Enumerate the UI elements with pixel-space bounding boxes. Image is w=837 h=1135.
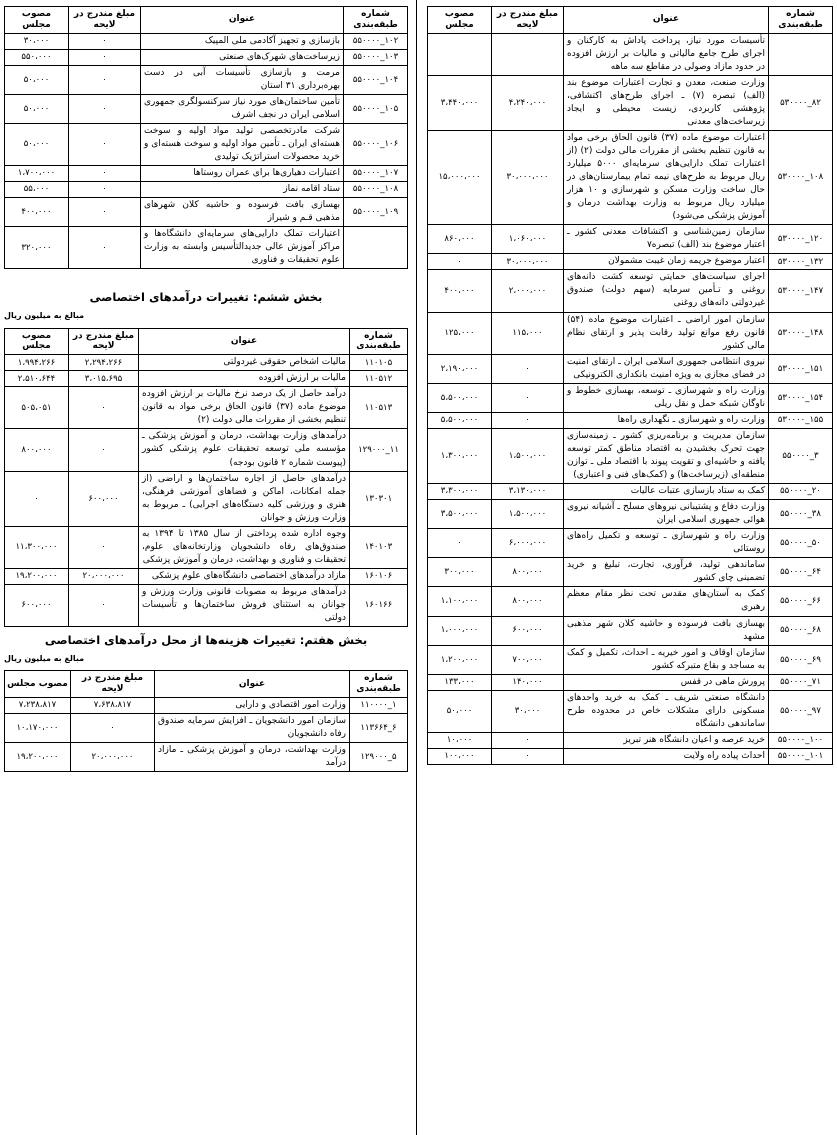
approved-cell: ۱۲۵،۰۰۰: [428, 312, 492, 354]
code-cell: ۵۵۰۰۰۰_۱۰۴: [344, 65, 408, 94]
table-row: [5, 123, 408, 165]
header-title: عنوان: [139, 328, 350, 355]
code-cell: ۱۳۰۳۰۱: [350, 471, 408, 526]
code-cell: ۱۶۰۱۰۶: [350, 568, 408, 584]
header-title: عنوان: [564, 7, 769, 34]
code-cell: ۵۳۰۰۰۰_۱۵۵: [769, 412, 833, 428]
table-row: [5, 584, 408, 626]
code-cell: ۱۲۹۰۰۰_۵: [350, 743, 408, 772]
bill-amount-cell: ۰: [71, 714, 155, 743]
table-row: [5, 33, 408, 49]
left-budget-table: [4, 6, 408, 269]
approved-cell: ۵۰،۰۰۰: [428, 690, 492, 732]
code-cell: ۱۶۰۱۶۶: [350, 584, 408, 626]
approved-cell: ۳،۳۰۰،۰۰۰: [428, 484, 492, 500]
bill-amount-cell: ۰: [69, 49, 141, 65]
table-row: [428, 674, 833, 690]
table-row: [428, 616, 833, 645]
title-cell: اعتبارات تملک دارایی‌های سرمایه‌ای دانشگاه‌ها و مراکز آموزش عالی جدیدالتأسیس وابسته به وزارت علوم تحقیقات و فناوری: [141, 227, 344, 269]
title-cell: سازمان زمین‌شناسی و اکتشافات معدنی کشور ـ اعتبار موضوع بند (الف) تبصره۷: [564, 225, 769, 254]
code-cell: ۵۳۰۰۰۰_۱۲۰: [769, 225, 833, 254]
code-cell: ۵۵۰۰۰۰_۱۰۳: [344, 49, 408, 65]
code-cell: ۵۵۰۰۰۰_۲۰: [769, 484, 833, 500]
section-7-unit: مبالغ به میلیون ریال: [4, 653, 85, 663]
table-row: [5, 65, 408, 94]
table-row: [428, 312, 833, 354]
title-cell: بهسازی بافت فرسوده و حاشیه کلان شهرهای مذهبی قـم و شیراز: [141, 198, 344, 227]
table-row: [428, 732, 833, 748]
table-row: [5, 714, 408, 743]
title-cell: دانشگاه صنعتی شریف ـ کمک به خرید واحدهای مسکونی دارای مشکلات خاص در محدوده طرح ساماندهی دانشگاه: [564, 690, 769, 732]
approved-cell: ۵۵۰،۰۰۰: [5, 49, 69, 65]
code-cell: ۵۵۰۰۰۰_۱۰۰: [769, 732, 833, 748]
approved-cell: ۰: [428, 254, 492, 270]
code-cell: ۵۵۰۰۰۰_۶۸: [769, 616, 833, 645]
code-cell: ۱۴۰۱۰۳: [350, 526, 408, 568]
code-cell: ۵۵۰۰۰۰_۱۰۹: [344, 198, 408, 227]
approved-cell: ۱،۲۰۰،۰۰۰: [428, 645, 492, 674]
table-row: [5, 697, 408, 713]
bill-amount-cell: ۲۰،۰۰۰،۰۰۰: [69, 568, 139, 584]
code-cell: ۵۵۰۰۰۰_۱۰۲: [344, 33, 408, 49]
approved-cell: ۵،۵۰۰،۰۰۰: [428, 412, 492, 428]
left-table-body: [5, 33, 408, 269]
code-cell: ۵۵۰۰۰۰_۳: [769, 428, 833, 483]
bill-amount-cell: ۳،۱۳۰،۰۰۰: [492, 484, 564, 500]
code-cell: ۵۳۰۰۰۰_۱۴۸: [769, 312, 833, 354]
title-cell: درآمدهای حاصل از اجاره ساختمان‌ها و اراضی (از جمله امکانات، اماکن و فضاهای آموزشی فرهنگی، هنری و ورزشی کلیه دستگاه‌های اجرایی) ـ مربوط به وزارت ورزش و جوانان: [139, 471, 350, 526]
title-cell: ساماندهی تولید، فرآوری، تجارت، تبلیغ و خرید تضمینی چای کشور: [564, 558, 769, 587]
title-cell: درآمدهای مربوط به مصوبات قانونی وزارت ورزش و جوانان به استثنای فروش ساختمان‌ها و تأسیسات دولتی: [139, 584, 350, 626]
section-6-body: [5, 355, 408, 627]
code-cell: ۵۳۰۰۰۰_۱۴۷: [769, 270, 833, 312]
approved-cell: ۳،۵۰۰،۰۰۰: [428, 500, 492, 529]
title-cell: سازمان مدیریت و برنامه‌ریزی کشور ـ زمینه‌سازی جهت تحرک بخشیدن به اقتصاد مناطق کمتر توسعه یافته و حاشیه‌ای و تقویت پیوند با اقتصاد ملی ـ توازن منطقه‌ای (زیرساخت‌ها) و (کمک‌های فنی و اعتباری): [564, 428, 769, 483]
table-header-row: [5, 671, 408, 698]
table-row: [5, 355, 408, 371]
table-row: [428, 748, 833, 764]
approved-cell: ۱۰۰،۰۰۰: [428, 748, 492, 764]
table-row: [428, 383, 833, 412]
bill-amount-cell: ۷،۶۳۸،۸۱۷: [71, 697, 155, 713]
code-cell: ۵۵۰۰۰۰_۶۹: [769, 645, 833, 674]
approved-cell: ۵۰،۰۰۰: [5, 65, 69, 94]
header-bill-amount: مبلغ مندرج در لایحه: [69, 328, 139, 355]
bill-amount-cell: ۰: [69, 227, 141, 269]
bill-amount-cell: ۰: [492, 732, 564, 748]
approved-cell: ۱۹،۲۰۰،۰۰۰: [5, 743, 71, 772]
bill-amount-cell: ۰: [69, 198, 141, 227]
bill-amount-cell: ۰: [69, 94, 141, 123]
table-row: [428, 270, 833, 312]
code-cell: ۵۵۰۰۰۰_۶۶: [769, 587, 833, 616]
bill-amount-cell: ۰: [69, 429, 139, 471]
title-cell: سازمان امور اراضی ـ اعتبارات موضوع ماده (۵۴) قانون رفع موانع تولید رقابت پذیر و ارتقای نظام مالی کشور: [564, 312, 769, 354]
title-cell: اجرای سیاست‌های حمایتی توسعه کشت دانه‌های روغنی و تـأمین سرمایه (سهم دولت) صندوق غیردولتی دانه‌های روغنی: [564, 270, 769, 312]
table-row: [5, 743, 408, 772]
approved-cell: ۱،۷۰۰،۰۰۰: [5, 166, 69, 182]
left-column: [4, 6, 408, 772]
bill-amount-cell: ۰: [69, 584, 139, 626]
bill-amount-cell: ۱۴۰،۰۰۰: [492, 674, 564, 690]
approved-cell: ۴۰۰،۰۰۰: [5, 198, 69, 227]
approved-cell: ۳۰،۰۰۰: [5, 33, 69, 49]
title-cell: درآمد حاصل از یک درصد نرخ مالیات بر ارزش افزوده موضوع ماده (۳۷) قانون الحاق برخی مواد به قانون تنظیم بخشی از مقررات مالی دولت (۲): [139, 387, 350, 429]
title-cell: شرکت مادرتخصصی تولید مواد اولیه و سوخت هسته‌ای ایران ـ تأمین مواد اولیه و سوخت هسته‌ای و خرید محصولات استراتژیک تولیدی: [141, 123, 344, 165]
table-row: [428, 254, 833, 270]
title-cell: وزارت راه و شهرسازی ـ نگهداری راه‌ها: [564, 412, 769, 428]
title-cell: سازمان اوقاف و امور خیریه ـ احداث، تکمیل و کمک به مساجد و بقاع متبرکه کشور: [564, 645, 769, 674]
title-cell: درآمدهای وزارت بهداشت، درمان و آموزش پزشکی ـ مؤسسه ملی توسعه تحقیقات علوم پزشکی کشور (پیوست شماره ۲ قانون بودجه): [139, 429, 350, 471]
bill-amount-cell: ۰: [492, 748, 564, 764]
bill-amount-cell: ۰: [492, 412, 564, 428]
title-cell: تأسیسات مورد نیاز، پرداخت پاداش به کارکنان و اجرای طرح جامع مالیاتی و مالیات بر ارزش افزوده در حدود مازاد وصولی در مقاطع سه ماهه: [564, 33, 769, 75]
table-row: [428, 690, 833, 732]
code-cell: ۱۱۰۰۰۰_۱: [350, 697, 408, 713]
table-row: [428, 130, 833, 224]
bill-amount-cell: ۲،۲۹۴،۲۶۶: [69, 355, 139, 371]
table-row: [5, 94, 408, 123]
title-cell: سازمان امور دانشجویان ـ افزایش سرمایه صندوق رفاه دانشجویان: [155, 714, 350, 743]
title-cell: نیروی انتظامی جمهوری اسلامی ایران ـ ارتقای امنیت در فضای مجازی به ویژه امنیت بانکداری الکترونیکی: [564, 354, 769, 383]
approved-cell: ۳۰۰،۰۰۰: [428, 558, 492, 587]
right-column: [427, 6, 833, 765]
table-row: [428, 587, 833, 616]
approved-cell: ۱۱،۳۰۰،۰۰۰: [5, 526, 69, 568]
code-cell: ۱۱۰۵۱۳: [350, 387, 408, 429]
table-row: [5, 387, 408, 429]
section-7-title: بخش هفتم: تغییرات هزینه‌ها از محل درآمدهای اختصاصی: [44, 633, 368, 648]
title-cell: وزارت صنعت، معدن و تجارت اعتبارات موضوع بند (الف) تبصره (۷) ـ اجرای طرح‌های اکتشافی، پژوهشی کاربردی، زیست محیطی و ایجاد زیرساخت‌های معدنی: [564, 75, 769, 130]
header-title: عنوان: [155, 671, 350, 698]
bill-amount-cell: ۳۰،۰۰۰،۰۰۰: [492, 254, 564, 270]
approved-cell: ۵۰۵،۰۵۱: [5, 387, 69, 429]
approved-cell: ۱،۱۰۰،۰۰۰: [428, 587, 492, 616]
table-row: [428, 412, 833, 428]
code-cell: ۵۵۰۰۰۰_۱۰۵: [344, 94, 408, 123]
code-cell: ۱۱۳۶۶۴_۶: [350, 714, 408, 743]
header-code: شماره طبقه‌بندی: [350, 328, 408, 355]
header-code: شماره طبقه‌بندی: [769, 7, 833, 34]
bill-amount-cell: ۳۰،۰۰۰،۰۰۰: [492, 130, 564, 224]
table-row: [5, 166, 408, 182]
title-cell: کمک به ستاد بازسازی عتبات عالیات: [564, 484, 769, 500]
table-header-row: [5, 328, 408, 355]
header-approved: مصوب مجلس: [5, 671, 71, 698]
bill-amount-cell: ۱،۵۰۰،۰۰۰: [492, 500, 564, 529]
table-row: [428, 645, 833, 674]
title-cell: بهسازی بافت فرسوده و حاشیه کلان شهر مذهبی مشهد: [564, 616, 769, 645]
title-cell: وجوه اداره شده پرداختی از سال ۱۳۸۵ تا ۱۳۹۴ به صندوق‌های رفاه دانشجویان وزارتخانه‌های علوم، تحقیقات و فناوری و بهداشت، درمان و آموزش پزشکی: [139, 526, 350, 568]
approved-cell: [428, 33, 492, 75]
table-row: [428, 225, 833, 254]
table-header-row: [5, 7, 408, 34]
table-row: [5, 182, 408, 198]
header-title: عنوان: [141, 7, 344, 34]
approved-cell: ۸۰۰،۰۰۰: [5, 429, 69, 471]
table-row: [5, 49, 408, 65]
bill-amount-cell: ۲۰،۰۰۰،۰۰۰: [71, 743, 155, 772]
approved-cell: ۵۰،۰۰۰: [5, 94, 69, 123]
approved-cell: ۳،۴۴۰،۰۰۰: [428, 75, 492, 130]
table-row: [428, 428, 833, 483]
title-cell: احداث پیاده راه ولایت: [564, 748, 769, 764]
title-cell: پرورش ماهی در قفس: [564, 674, 769, 690]
code-cell: ۵۵۰۰۰۰_۱۰۷: [344, 166, 408, 182]
approved-cell: ۷،۲۳۸،۸۱۷: [5, 697, 71, 713]
bill-amount-cell: ۰: [69, 182, 141, 198]
approved-cell: ۱۹،۲۰۰،۰۰۰: [5, 568, 69, 584]
bill-amount-cell: ۰: [69, 166, 141, 182]
header-code: شماره طبقه‌بندی: [350, 671, 408, 698]
bill-amount-cell: ۶،۰۰۰،۰۰۰: [492, 529, 564, 558]
title-cell: اعتبار موضوع جریمه زمان غیبت مشمولان: [564, 254, 769, 270]
bill-amount-cell: ۶۰۰،۰۰۰: [69, 471, 139, 526]
title-cell: اعتبارات دهیاری‌ها برای عمران روستاها: [141, 166, 344, 182]
bill-amount-cell: ۶۰۰،۰۰۰: [492, 616, 564, 645]
table-row: [428, 33, 833, 75]
section-6-unit: مبالغ به میلیون ریال: [4, 311, 85, 321]
code-cell: ۵۳۰۰۰۰_۱۳۲: [769, 254, 833, 270]
header-approved: مصوب مجلس: [5, 328, 69, 355]
table-row: [428, 354, 833, 383]
header-approved: مصوب مجلس: [428, 7, 492, 34]
code-cell: ۱۱۰۵۱۲: [350, 371, 408, 387]
title-cell: وزارت بهداشت، درمان و آموزش پزشکی ـ مازاد درآمد: [155, 743, 350, 772]
title-cell: وزارت امور اقتصادی و دارایی: [155, 697, 350, 713]
table-row: [5, 429, 408, 471]
approved-cell: ۱۳۳،۰۰۰: [428, 674, 492, 690]
title-cell: خرید عرصه و اعیان دانشگاه هنر تبریز: [564, 732, 769, 748]
title-cell: وزارت دفاع و پشتیبانی نیروهای مسلح ـ آشیانه نیروی هوائی جمهوری اسلامی ایران: [564, 500, 769, 529]
bill-amount-cell: ۰: [492, 383, 564, 412]
bill-amount-cell: ۰: [69, 387, 139, 429]
approved-cell: ۱۰،۱۷۰،۰۰۰: [5, 714, 71, 743]
title-cell: کمک به آستان‌های مقدس تحت نظر مقام معظم رهبری: [564, 587, 769, 616]
code-cell: ۵۵۰۰۰۰_۱۰۶: [344, 123, 408, 165]
header-bill-amount: مبلغ مندرج در لایحه: [492, 7, 564, 34]
bill-amount-cell: ۴،۲۴۰،۰۰۰: [492, 75, 564, 130]
approved-cell: ۱،۳۰۰،۰۰۰: [428, 428, 492, 483]
code-cell: [344, 227, 408, 269]
code-cell: ۵۵۰۰۰۰_۱۰۸: [344, 182, 408, 198]
table-row: [428, 75, 833, 130]
approved-cell: ۰: [428, 529, 492, 558]
code-cell: [769, 33, 833, 75]
table-row: [428, 558, 833, 587]
approved-cell: ۱،۹۹۴،۲۶۶: [5, 355, 69, 371]
approved-cell: ۵۰،۰۰۰: [5, 123, 69, 165]
approved-cell: ۱۵،۰۰۰،۰۰۰: [428, 130, 492, 224]
code-cell: ۵۳۰۰۰۰_۸۲: [769, 75, 833, 130]
code-cell: ۵۵۰۰۰۰_۵۰: [769, 529, 833, 558]
bill-amount-cell: ۰: [69, 33, 141, 49]
code-cell: ۵۵۰۰۰۰_۷۱: [769, 674, 833, 690]
table-row: [5, 227, 408, 269]
approved-cell: ۳۲۰،۰۰۰: [5, 227, 69, 269]
title-cell: مازاد درآمدهای اختصاصی دانشگاه‌های علوم پزشکی: [139, 568, 350, 584]
title-cell: ستاد اقامه نماز: [141, 182, 344, 198]
bill-amount-cell: [492, 33, 564, 75]
bill-amount-cell: ۸۰۰،۰۰۰: [492, 558, 564, 587]
bill-amount-cell: ۰: [492, 354, 564, 383]
bill-amount-cell: ۲،۰۰۰،۰۰۰: [492, 270, 564, 312]
column-separator: [416, 0, 417, 1135]
table-row: [5, 371, 408, 387]
table-row: [428, 484, 833, 500]
approved-cell: ۱،۰۰۰،۰۰۰: [428, 616, 492, 645]
right-budget-table: [427, 6, 833, 765]
code-cell: ۵۵۰۰۰۰_۱۰۱: [769, 748, 833, 764]
bill-amount-cell: ۳،۰۱۵،۶۹۵: [69, 371, 139, 387]
right-table-body: [428, 33, 833, 764]
bill-amount-cell: ۱۱۵،۰۰۰: [492, 312, 564, 354]
approved-cell: ۱۰،۰۰۰: [428, 732, 492, 748]
table-row: [5, 526, 408, 568]
code-cell: ۱۲۹۰۰۰_۱۱: [350, 429, 408, 471]
table-row: [5, 568, 408, 584]
title-cell: مرمت و بازسازی تأسیسات آبی در دست بهره‌برداری ۳۱ استان: [141, 65, 344, 94]
title-cell: تأمین ساختمان‌های مورد نیاز سرکنسولگری جمهوری اسلامی ایران در نجف اشرف: [141, 94, 344, 123]
approved-cell: ۴۰۰،۰۰۰: [428, 270, 492, 312]
bill-amount-cell: ۸۰۰،۰۰۰: [492, 587, 564, 616]
title-cell: مالیات اشخاص حقوقی غیردولتی: [139, 355, 350, 371]
bill-amount-cell: ۱،۵۰۰،۰۰۰: [492, 428, 564, 483]
header-code: شماره طبقه‌بندی: [344, 7, 408, 34]
title-cell: مالیات بر ارزش افزوده: [139, 371, 350, 387]
approved-cell: ۵،۵۰۰،۰۰۰: [428, 383, 492, 412]
table-header-row: [428, 7, 833, 34]
approved-cell: ۶۰۰،۰۰۰: [5, 584, 69, 626]
table-row: [428, 500, 833, 529]
table-row: [428, 529, 833, 558]
header-bill-amount: مبلغ مندرج در لایحه: [69, 7, 141, 34]
code-cell: ۵۳۰۰۰۰_۱۰۸: [769, 130, 833, 224]
table-row: [5, 198, 408, 227]
section-6-table: [4, 328, 408, 627]
bill-amount-cell: ۷۰۰،۰۰۰: [492, 645, 564, 674]
bill-amount-cell: ۰: [69, 526, 139, 568]
approved-cell: ۵۵،۰۰۰: [5, 182, 69, 198]
title-cell: وزارت راه و شهرسازی ـ توسعه، بهسازی خطوط و ناوگان شبکه حمل و نقل ریلی: [564, 383, 769, 412]
title-cell: اعتبارات موضوع ماده (۳۷) قانون الحاق برخی مواد به قانون تنظیم بخشی از مقررات مالی دولت (۲) (از اعتبارات تملک دارایی‌های سرمایه‌ای ۵۰۰۰ میلیارد ریال مربوط به طرح‌های نیمه تمام بیمارستان‌های در حال ساخت وزارت مسکن و شهرسازی و ۱۰ هزار میلیارد ریال مربوط به وزارت بهداشت درمان و آموزش پزشکی می‌شود): [564, 130, 769, 224]
title-cell: بازسازی و تجهیز آکادمی ملی المپیک: [141, 33, 344, 49]
title-cell: وزارت راه و شهرسازی ـ توسعه و تکمیل راه‌های روستائی: [564, 529, 769, 558]
code-cell: ۵۵۰۰۰۰_۳۸: [769, 500, 833, 529]
title-cell: زیرساخت‌های شهرک‌های صنعتی: [141, 49, 344, 65]
approved-cell: ۸۶۰،۰۰۰: [428, 225, 492, 254]
bill-amount-cell: ۳۰،۰۰۰: [492, 690, 564, 732]
section-7-table: [4, 670, 408, 772]
code-cell: ۵۵۰۰۰۰_۶۴: [769, 558, 833, 587]
section-6-title: بخش ششم: تغییرات درآمدهای اختصاصی: [89, 290, 323, 305]
header-bill-amount: مبلغ مندرج در لایحه: [71, 671, 155, 698]
approved-cell: ۲،۵۱۰،۶۴۴: [5, 371, 69, 387]
approved-cell: ۰: [5, 471, 69, 526]
approved-cell: ۲،۱۹۰،۰۰۰: [428, 354, 492, 383]
bill-amount-cell: ۰: [69, 123, 141, 165]
code-cell: ۵۳۰۰۰۰_۱۵۴: [769, 383, 833, 412]
bill-amount-cell: ۱،۰۶۰،۰۰۰: [492, 225, 564, 254]
header-approved: مصوب مجلس: [5, 7, 69, 34]
bill-amount-cell: ۰: [69, 65, 141, 94]
code-cell: ۱۱۰۱۰۵: [350, 355, 408, 371]
section-7-body: [5, 697, 408, 771]
code-cell: ۵۳۰۰۰۰_۱۵۱: [769, 354, 833, 383]
table-row: [5, 471, 408, 526]
code-cell: ۵۵۰۰۰۰_۹۷: [769, 690, 833, 732]
